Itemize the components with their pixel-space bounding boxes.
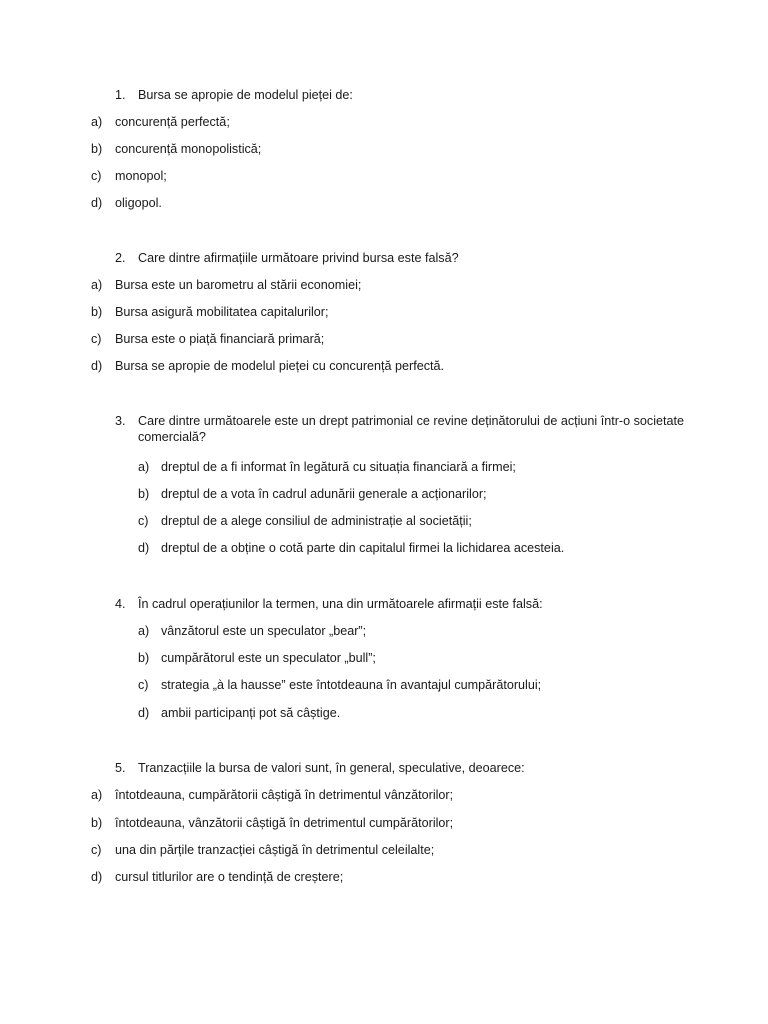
question-3-number: 3. (115, 414, 126, 428)
q2-option-a-label: a) (91, 278, 103, 292)
q5-option-b-label: b) (91, 816, 103, 830)
q1-option-a-text: concurență perfectă; (115, 115, 230, 129)
q3-option-c-label: c) (138, 514, 149, 528)
q5-option-d-text: cursul titlurilor are o tendință de creștere; (115, 870, 344, 884)
q4-option-a-label: a) (138, 624, 150, 638)
question-4-text: În cadrul operațiunilor la termen, una din următoarele afirmații este falsă: (138, 597, 543, 611)
q3-option-b-text: dreptul de a vota în cadrul adunării generale a acționarilor; (161, 487, 487, 501)
q2-option-c-label: c) (91, 332, 102, 346)
question-1-text: Bursa se apropie de modelul pieței de: (138, 88, 353, 102)
q3-option-a-label: a) (138, 460, 150, 474)
q4-option-b-text: cumpărătorul este un speculator „bull”; (161, 651, 376, 665)
q3-option-c-text: dreptul de a alege consiliul de administrație al societății; (161, 514, 472, 528)
q3-option-d-label: d) (138, 541, 150, 555)
q1-option-d-text: oligopol. (115, 196, 162, 210)
q5-option-a-text: întotdeauna, cumpărătorii câștigă în detrimentul vânzătorilor; (115, 788, 454, 802)
q5-option-c-label: c) (91, 843, 102, 857)
q2-option-b-label: b) (91, 305, 103, 319)
q1-option-d-label: d) (91, 196, 103, 210)
question-2-text: Care dintre afirmațiile următoare privind bursa este falsă? (138, 251, 459, 265)
question-5-number: 5. (115, 761, 126, 775)
question-2-number: 2. (115, 251, 126, 265)
q2-option-a-text: Bursa este un barometru al stării economiei; (115, 278, 362, 292)
q5-option-d-label: d) (91, 870, 103, 884)
q4-option-b-label: b) (138, 651, 150, 665)
q1-option-b-label: b) (91, 142, 103, 156)
q2-option-b-text: Bursa asigură mobilitatea capitalurilor; (115, 305, 329, 319)
question-1-number: 1. (115, 88, 126, 102)
question-4-number: 4. (115, 597, 126, 611)
q4-option-d-label: d) (138, 706, 150, 720)
q2-option-d-label: d) (91, 359, 103, 373)
q3-option-d-text: dreptul de a obține o cotă parte din capitalul firmei la lichidarea acesteia. (161, 541, 565, 555)
q1-option-c-label: c) (91, 169, 102, 183)
question-5-text: Tranzacțiile la bursa de valori sunt, în general, speculative, deoarece: (138, 761, 525, 775)
q4-option-a-text: vânzătorul este un speculator „bear”; (161, 624, 367, 638)
q1-option-a-label: a) (91, 115, 103, 129)
question-3-text: Care dintre următoarele este un drept patrimonial ce revine deținătorului de acțiuni într-o societate comercială? (138, 414, 685, 444)
q3-option-b-label: b) (138, 487, 150, 501)
q2-option-c-text: Bursa este o piață financiară primară; (115, 332, 325, 346)
q2-option-d-text: Bursa se apropie de modelul pieței cu concurență perfectă. (115, 359, 445, 373)
q4-option-d-text: ambii participanți pot să câștige. (161, 706, 341, 720)
q4-option-c-text: strategia „à la hausse” este întotdeauna în avantajul cumpărătorului; (161, 678, 542, 692)
q1-option-b-text: concurență monopolistică; (115, 142, 262, 156)
q3-option-a-text: dreptul de a fi informat în legătură cu situația financiară a firmei; (161, 460, 516, 474)
q5-option-c-text: una din părțile tranzacției câștigă în detrimentul celeilalte; (115, 843, 435, 857)
q1-option-c-text: monopol; (115, 169, 167, 183)
q5-option-b-text: întotdeauna, vânzătorii câștigă în detrimentul cumpărătorilor; (115, 816, 454, 830)
q5-option-a-label: a) (91, 788, 103, 802)
q4-option-c-label: c) (138, 678, 149, 692)
